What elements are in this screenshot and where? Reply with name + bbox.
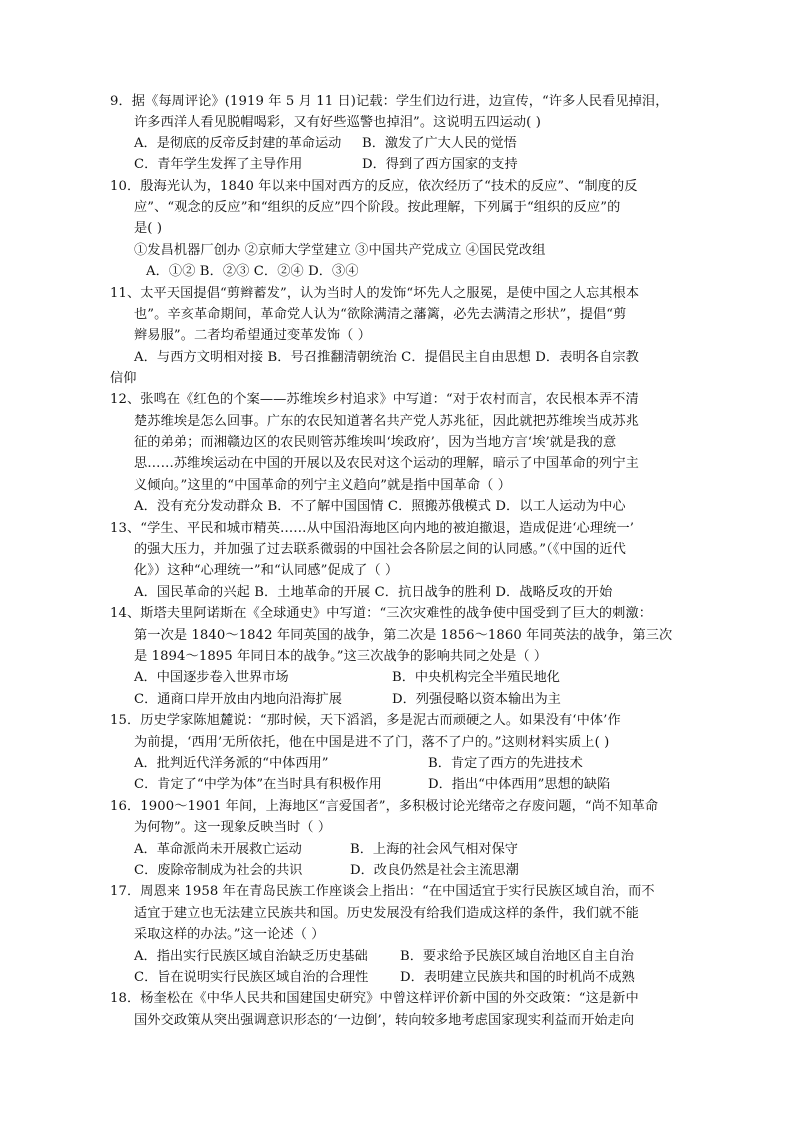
question-9-option-b: B．激发了广大人民的觉悟	[362, 136, 517, 151]
question-9-option-c: C．青年学生发挥了主导作用	[134, 157, 303, 172]
question-9-line-2: 许多西洋人看见脱帽喝彩，又有好些巡警也掉泪”。这说明五四运动( )	[134, 115, 541, 130]
question-14-option-c: C．通商口岸开放由内地向沿海扩展	[134, 692, 342, 707]
question-14-line-2: 第一次是 1840～1842 年同英国的战争，第二次是 1856～1860 年同英法的战争，第三次	[134, 628, 673, 643]
question-9-option-d: D．得到了西方国家的支持	[362, 157, 518, 172]
question-11-line-3: 辫易服”。二者均希望通过变革发饰（ ）	[134, 328, 372, 343]
question-14-line-3: 是 1894～1895 年同日本的战争。”这三次战争的影响共同之处是（ ）	[134, 649, 548, 664]
question-17-line-1: 17．周恩来 1958 年在青岛民族工作座谈会上指出：“在中国适宜于实行民族区域自治，而不	[110, 884, 655, 899]
question-10-line-4: ①发昌机器厂创办 ②京师大学堂建立 ③中国共产党成立 ④国民党改组	[134, 243, 546, 258]
question-15-option-a: A．批判近代洋务派的“中体西用”	[134, 756, 329, 771]
question-10-line-2: 应”、“观念的反应”和“组织的反应”四个阶段。按此理解，下列属于“组织的反应”的	[134, 200, 621, 215]
question-14-line-1: 14、斯塔夫里阿诺斯在《全球通史》中写道：“三次灾难性的战争使中国受到了巨大的刺激：	[110, 606, 653, 621]
question-14-option-a: A．中国逐步卷入世界市场	[134, 670, 289, 685]
question-10-line-3: 是( )	[134, 221, 163, 236]
question-18-line-2: 国外交政策从突出强调意识形态的‘一边倒’，转向较多地考虑国家现实利益而开始走向	[134, 1013, 635, 1028]
question-15-option-d: D．指出“中体西用”思想的缺陷	[428, 777, 611, 792]
question-12-line-1: 12、张鸣在《红色的个案——苏维埃乡村追求》中写道：“对于农村而言，农民根本弄不清	[110, 392, 639, 407]
question-16-line-2: 为何物”。这一现象反映当时（ ）	[134, 820, 332, 835]
question-14-option-b: B．中央机构完全半殖民地化	[392, 670, 560, 685]
question-10-line-1: 10．殷海光认为，1840 年以来中国对西方的反应，依次经历了“技术的反应”、“制度的反	[110, 179, 638, 194]
question-16-line-1: 16．1900～1901 年间，上海地区“言爱国者”，多积极讨论光绪帝之存废问题，“尚不知革命	[110, 799, 659, 814]
question-13-line-3: 化》）这种“心理统一”和“认同感”促成了（ ）	[134, 563, 399, 578]
question-13-line-2: 的强大压力，并加强了过去联系微弱的中国社会各阶层之间的认同感。”（《中国的近代	[134, 542, 626, 557]
question-12-line-2: 楚苏维埃是怎么回事。广东的农民知道著名共产党人苏兆征，因此就把苏维埃当成苏兆	[134, 414, 639, 429]
question-11-line-2: 也”。辛亥革命期间，革命党人认为“欲除满清之藩篱，必先去满清之形状”，提倡“剪	[134, 307, 627, 322]
question-12-line-4: 思……苏维埃运动在中国的开展以及农民对这个运动的理解，暗示了中国革命的列宁主	[134, 456, 639, 471]
question-9-option-a: A．是彻底的反帝反封建的革命运动	[134, 136, 342, 151]
question-17-option-c: C．旨在说明实行民族区域自治的合理性	[134, 970, 369, 985]
question-17-option-d: D．表明建立民族共和国的时机尚不成熟	[400, 970, 635, 985]
question-16-option-c: C．废除帝制成为社会的共识	[134, 863, 303, 878]
question-15-option-c: C．肯定了“中学为体”在当时具有积极作用	[134, 777, 382, 792]
question-15-line-1: 15．历史学家陈旭麓说：“那时候，天下滔滔，多是泥古而顽硬之人。如果没有‘中体’作	[110, 713, 621, 728]
question-13-line-1: 13、“学生、平民和城市精英……从中国沿海地区向内地的被迫撤退，造成促进‘心理统一’	[110, 521, 635, 536]
question-16-option-d: D．改良仍然是社会主流思潮	[350, 863, 519, 878]
question-9-line-1: 9．据《每周评论》(1919 年 5 月 11 日)记载：学生们边行进，边宣传，“许多人民看见掉泪，	[110, 94, 669, 109]
question-12-options: A．没有充分发动群众 B．不了解中国国情 C．照搬苏俄模式 D．以工人运动为中心	[134, 499, 626, 514]
question-16-option-b: B．上海的社会风气相对保守	[350, 842, 518, 857]
question-15-option-b: B．肯定了西方的先进技术	[428, 756, 583, 771]
question-13-options: A．国民革命的兴起 B．土地革命的开展 C．抗日战争的胜利 D．战略反攻的开始	[134, 585, 613, 600]
question-17-option-b: B．要求给予民族区域自治地区自主自治	[400, 949, 634, 964]
question-17-option-a: A．指出实行民族区域自治缺乏历史基础	[134, 949, 368, 964]
question-12-line-5: 义倾向。”这里的“中国革命的列宁主义趋向”就是指中国革命（ ）	[134, 478, 511, 493]
question-10-options: A．①② B．②③ C．②④ D．③④	[146, 264, 359, 279]
question-18-line-1: 18．杨奎松在《中华人民共和国建国史研究》中曾这样评价新中国的外交政策：“这是新中	[110, 991, 639, 1006]
question-16-option-a: A．革命派尚未开展救亡运动	[134, 842, 302, 857]
question-11-options: A．与西方文明相对接 B．号召推翻清朝统治 C．提倡民主自由思想 D．表明各自宗教	[134, 350, 639, 365]
question-17-line-2: 适宜于建立也无法建立民族共和国。历史发展没有给我们造成这样的条件，我们就不能	[134, 906, 639, 921]
question-11-line-1: 11、太平天国提倡“剪辫蓄发”，认为当时人的发饰“坏先人之服冕，是使中国之人忘其根本	[110, 286, 640, 301]
question-11-options-wrap: 信仰	[110, 371, 137, 386]
question-14-option-d: D．列强侵略以资本输出为主	[392, 692, 561, 707]
question-15-line-2: 为前提，‘西用’无所依托，他在中国是进不了门，落不了户的。”这则材料实质上( )	[134, 735, 610, 750]
question-12-line-3: 征的弟弟；而湘赣边区的农民则管苏维埃叫‘埃政府’，因为当地方言‘埃’就是我的意	[134, 435, 617, 450]
question-17-line-3: 采取这样的办法。”这一论述（ ）	[134, 927, 325, 942]
